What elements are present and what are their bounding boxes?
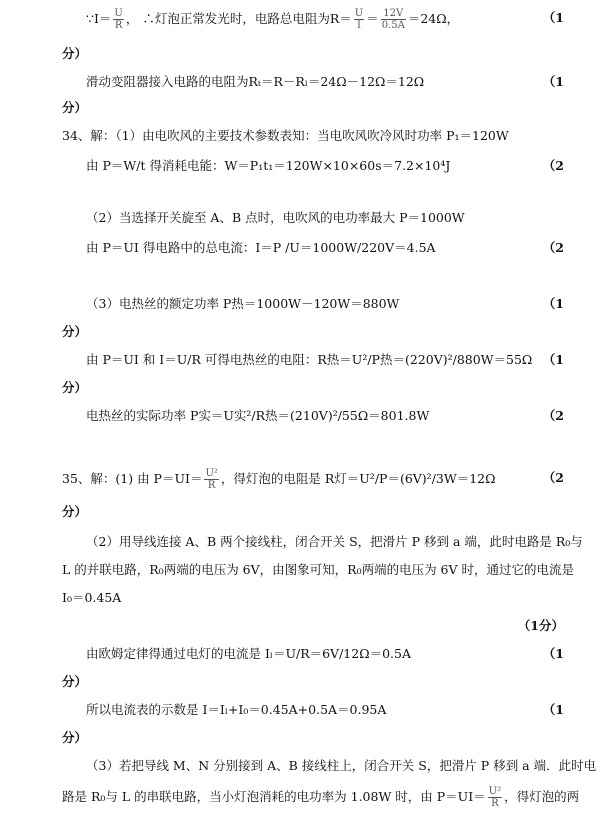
answer-line	[0, 560, 600, 580]
fraction-denominator: R	[491, 798, 499, 809]
text-run: ＝24Ω，	[407, 11, 460, 26]
fraction-numerator: U	[354, 8, 364, 19]
score-mark-tail: 分）	[62, 324, 88, 339]
score-line	[0, 98, 600, 118]
score-mark: （1	[542, 74, 564, 89]
answer-text: （3）电热丝的额定功率 P热＝1000W－120W＝880W	[86, 296, 400, 311]
fraction-denominator: 0.5A	[381, 20, 405, 31]
score-mark-tail: 分）	[62, 730, 88, 745]
fraction	[381, 8, 406, 31]
question-heading: 34、解：（1）由电吹风的主要技术参数表知：当电吹风吹冷风时功率 P₁＝120W	[62, 128, 509, 143]
text-run: 路是 R₀与 L 的串联电路，当小灯泡消耗的电功率为 1.08W 时，由 P＝UI＝	[62, 789, 486, 804]
answer-text: （2）当选择开关旋至 A、B 点时，电吹风的电功率最大 P＝1000W	[86, 210, 465, 225]
answer-text: L 的并联电路，R₀两端的电压为 6V，由图象可知，R₀两端的电压为 6V 时，通过它的电流是	[62, 562, 575, 577]
text-run: ＝	[366, 11, 379, 26]
fraction-numerator: U	[114, 8, 123, 19]
answer-text: （2）用导线连接 A、B 两个接线柱，闭合开关 S，把滑片 P 移到 a 端，此时电路是 R₀与	[86, 534, 583, 549]
answer-line	[0, 350, 600, 370]
answer-line	[0, 294, 600, 314]
answer-line	[0, 786, 600, 809]
score-mark-tail: 分）	[62, 380, 88, 395]
answer-line	[0, 208, 600, 228]
score-line	[0, 502, 600, 522]
score-mark: （2	[542, 158, 564, 173]
score-mark: （1	[542, 646, 564, 661]
score-mark: （1	[542, 296, 564, 311]
answer-text: 由 P＝W/t 得消耗电能：W＝P₁t₁＝120W×10×60s＝7.2×10⁴J	[86, 158, 451, 173]
answer-line	[0, 700, 600, 720]
score-mark: （1	[542, 10, 564, 25]
formula-text	[86, 8, 459, 31]
fraction-numerator: U²	[205, 468, 218, 479]
fraction	[488, 786, 502, 809]
score-mark-tail: 分）	[62, 46, 88, 61]
fraction-denominator: R	[207, 480, 216, 491]
answer-text	[62, 786, 579, 809]
answer-line	[0, 8, 600, 31]
answer-line	[0, 644, 600, 664]
answer-text: 由 P＝UI 和 I＝U/R 可得电热丝的电阻：R热＝U²/P热＝(220V)²/880W＝55Ω	[86, 352, 533, 367]
fraction	[204, 468, 218, 491]
text-run: ， ∴灯泡正常发光时，电路总电阻为R＝	[125, 11, 352, 26]
score-mark-tail: 分）	[62, 674, 88, 689]
text-run: ，得灯泡的电阻是 R灯＝U²/P＝(6V)²/3W＝12Ω	[220, 471, 496, 486]
answer-text: 所以电流表的示数是 I＝Iₗ+I₀＝0.45A+0.5A＝0.95A	[86, 702, 387, 717]
fraction-numerator: 12V	[381, 8, 406, 20]
score-mark: （2	[542, 240, 564, 255]
text-run: 35、解：(1) 由 P＝UI＝	[62, 471, 203, 486]
score-line	[0, 44, 600, 64]
text-run: ，得灯泡的两	[504, 789, 580, 804]
answer-line	[0, 532, 600, 552]
score-mark: （1	[542, 702, 564, 717]
answer-text: 滑动变阻器接入电路的电阻为Rₜ＝R－Rₗ＝24Ω－12Ω＝12Ω	[86, 74, 425, 89]
answer-text: 电热丝的实际功率 P实＝U实²/R热＝(210V)²/55Ω＝801.8W	[86, 408, 430, 423]
score-mark: （1	[542, 352, 564, 367]
answer-line	[0, 156, 600, 176]
answer-line	[0, 406, 600, 426]
fraction-denominator: R	[114, 20, 123, 31]
score-mark-tail: 分）	[62, 100, 88, 115]
score-line	[0, 728, 600, 748]
fraction	[113, 8, 123, 31]
answer-line	[0, 238, 600, 258]
score-line	[0, 322, 600, 342]
answer-line	[0, 588, 600, 608]
fraction	[354, 8, 364, 31]
answer-text: （3）若把导线 M、N 分别接到 A、B 接线柱上，闭合开关 S，把滑片 P 移到 a 端．此时电	[86, 758, 597, 773]
score-mark: （2	[542, 470, 564, 485]
text-run: ∵I＝	[86, 11, 112, 26]
score-line	[0, 616, 600, 636]
answer-text: 由 P＝UI 得电路中的总电流：I＝P /U＝1000W/220V＝4.5A	[86, 240, 436, 255]
answer-line	[0, 72, 600, 92]
question-heading	[62, 468, 495, 491]
score-mark: （1分）	[517, 618, 564, 633]
answer-line	[0, 756, 600, 776]
score-line	[0, 378, 600, 398]
score-mark-tail: 分）	[62, 504, 88, 519]
score-mark: （2	[542, 408, 564, 423]
fraction-numerator: U²	[488, 786, 502, 797]
fraction-denominator: I	[356, 20, 361, 31]
score-line	[0, 672, 600, 692]
answer-line	[0, 468, 600, 491]
answer-text: 由欧姆定律得通过电灯的电流是 Iₗ＝U/R＝6V/12Ω＝0.5A	[86, 646, 411, 661]
answer-line	[0, 126, 600, 146]
answer-text: I₀＝0.45A	[62, 590, 122, 605]
